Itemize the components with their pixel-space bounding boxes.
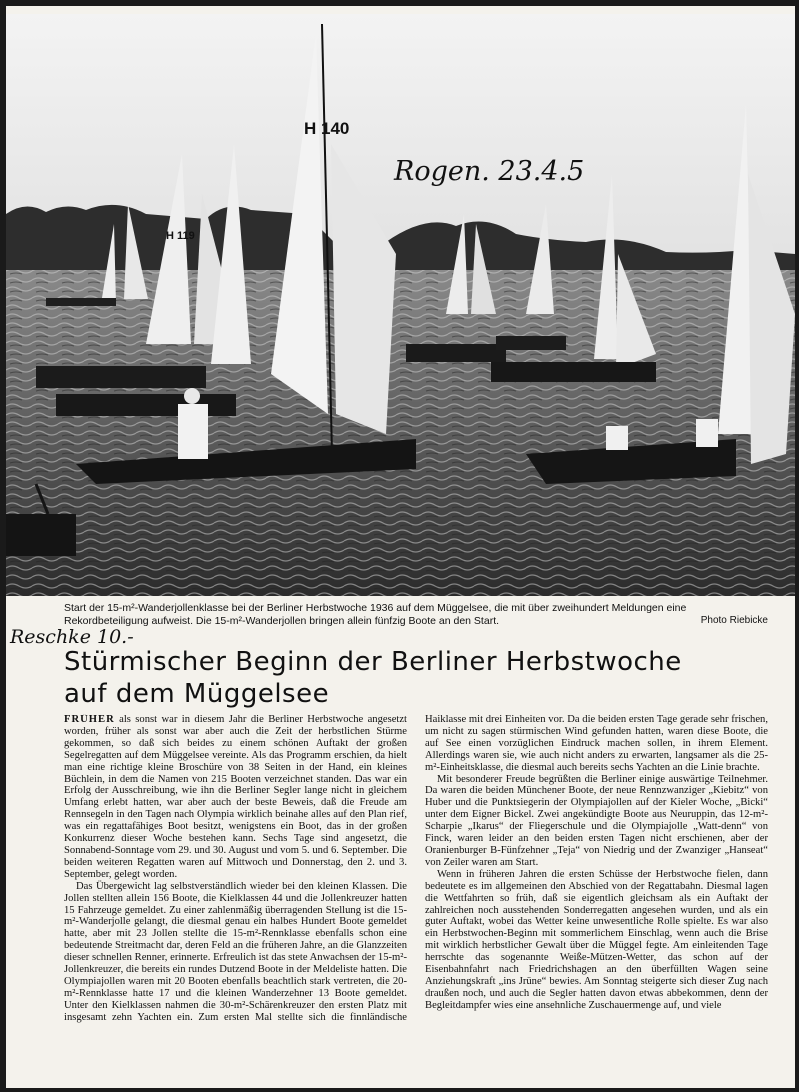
- paragraph-3: Mit besonderer Freude begrüßten die Berliner einige auswärtige Teilnehmer. Da waren die beiden Münchener Boote, der neue Rennzwanziger „Kiebitz“ von Huber und die Punktsiegerin der Olympiajollen auf der Kieler Woche, „Bicki“ unter dem Eigner Bickel. Zwei angekündigte Boote aus Neuruppin, das 12-m²-Scharpie „Ikarus“ der Fliegerschule und die Olympiajolle „Watt-denn“ von Finck, waren leider an den beiden ersten Tagen nicht erschienen, aber der Oranienburger B-Fünfzehner „Teja“ von Niedrig und der Zwanziger „Hanseat“ von Zeiler waren am Start.: [425, 773, 768, 868]
- author-note: Reschke 10.-: [10, 626, 134, 648]
- dropcap: FRÜHER: [64, 714, 115, 725]
- article-headline: [64, 646, 784, 710]
- magazine-page: [6, 6, 795, 1088]
- headline-line-2: auf dem Müggelsee: [64, 679, 330, 709]
- paragraph-1: [64, 714, 407, 881]
- date-note: Rogen. 23.4.5: [394, 156, 585, 187]
- caption-text: Start der 15-m²-Wanderjollenklasse bei der Berliner Herbstwoche 1936 auf dem Müggelsee, die mit über zweihundert Meldungen eine Rekordbeteiligung aufweist. Die 15-m²-Wanderjollen bringen allein fünfzig Boote an den Start.: [64, 602, 687, 627]
- sail-number-119: H 119: [166, 230, 195, 242]
- article-body: [64, 714, 768, 1080]
- photo-caption: [64, 602, 768, 627]
- paragraph-1-text: als sonst war in diesem Jahr die Berliner Herbstwoche angesetzt worden, früher als sonst war aber auch die Zeit der herbstlichen Stürme gekommen, so daß sich beides zu einem schönen Auftakt der großen Segelregatten auf dem Müggelsee vereinte. Als das Programm erschien, da hielt man eine richtige kleine Broschüre von 38 Seiten in der Hand, ein kleines Büchlein, in dem die Namen von 215 Booten verzeichnet standen. Das war ein Erfolg der Ausschreibung, wie ihn die Berliner Segler lange nicht in gleichem Umfang erlebt hatten, war aber auch der beste Beweis, daß die Freude am Rennsegeln in den Tagen nach Olympia wirklich beinahe alles auf den Plan rief, was ein regattafähiges Boot besitzt, wenigstens ein Boot, das in der großen Konkurrenz dieser Woche bestehen kann. Sechs Tage sind angesetzt, die Sonnabend-Sonntage vom 29. und 30. August und vom 5. und 6. September. Die beiden weiteren Regatten waren auf Mittwoch und Donnerstag, den 2. und 3. September, gelegt worden.: [64, 714, 407, 880]
- headline-line-1: Stürmischer Beginn der Berliner Herbstwoche: [64, 647, 682, 677]
- paragraph-2: Das Übergewicht lag selbstverständlich wieder bei den kleinen Klassen. Die Jollen stellten allein 156 Boote, die Kielklassen 44 und die Jollenkreuzer hatten 15 Fahrzeuge gemeldet. Zu einer zahlenmäßig überragenden Stellung ist die 15-m²-Wanderjolle gelangt, die diesmal genau ein halbes Hundert Boote gemeldet hatte, aber mit 23 Jollen stellte die 15-m²-Rennklasse ebenfalls schon eine bedeutende Streitmacht dar, deren Feld an die früheren Jahre, an die Glanzzeiten dieser schnellen Renner, erinnerte. Erfreulich ist das stete Anwachsen der 15-m²-Jollenkreuzer, die bereits ein rundes Dutzend Boote in der Meldeliste hatten. Die Olympiajollen waren mit 20 Booten ebenfalls beachtlich stark vertreten, die 20-m²-Rennklasse hatte 17 und die kleinen Wanderzehner 13 Boote gemeldet. Unter den Kielklassen nahmen die 30-m²-Schärenkreuzer den ersten Platz mit insgesamt zehn Yachten ein. Zum ersten Mal stellte sich die finnländische Haiklasse mit drei Einheiten vor. Da die beiden ersten Tage gerade sehr frischen, um nicht zu sagen stürmischen Wind gefunden hatten, waren diese Boote, die auf See einen vorzüglichen Eindruck machen sollen, in ihrem Element. Allerdings waren sie, wie auch nicht anders zu erwarten, langsamer als die 25-m²-Einheitsklasse, die diesmal auch bereits sechs Yachten an die Linie brachte.: [64, 714, 768, 1023]
- sail-number-140: H 140: [304, 119, 350, 138]
- sailboat-photo-icon: [6, 14, 795, 596]
- photo-credit: Photo Riebicke: [700, 614, 768, 626]
- paragraph-4: Wenn in früheren Jahren die ersten Schüsse der Herbstwoche fielen, dann bedeutete es im allgemeinen den Abschied von der Regattabahn. Diesmal lagen die Wettfahrten so früh, daß sie eigentlich gleichsam als ein Auftakt der zahlreichen noch ausstehenden Sonderregatten angesehen wurden, und als ein guter Auftakt, wobei das Wetter keine unwesentliche Rolle spielte. Es war also ein Herbstwochen-Beginn mit sommerlichem Einschlag, wenn auch die Brise mit wirklich herbstlicher Gewalt über die Müggel fegte. Am einleitenden Tage herrschte das sogenannte Weiße-Mützen-Wetter, das schon auf der Eisenbahnfahrt nach Friedrichshagen an den überfüllten Wagen seine Anziehungskraft „ins Jrüne“ bewies. Am Sonntag steigerte sich dieser Zug nach draußen noch, und auch die Segler hatten davon etwas abbekommen, denn der Begleitdampfer wies eine ansehnliche Zuschauermenge auf, und viele: [425, 868, 768, 1011]
- regatta-photo: [6, 14, 795, 596]
